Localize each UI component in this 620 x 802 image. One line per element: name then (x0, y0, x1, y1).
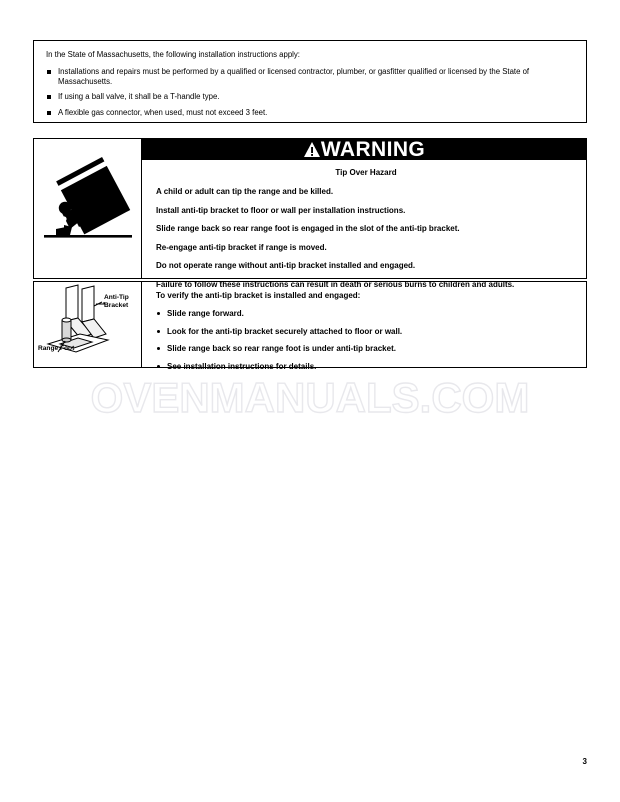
list-item (46, 67, 574, 87)
verify-anti-tip-bracket-box (33, 281, 587, 371)
page-number: 3 (582, 757, 587, 766)
list-item (46, 108, 574, 118)
list-item (156, 344, 576, 354)
warning-line: Re-engage anti-tip bracket if range is moved. (156, 242, 327, 252)
list-item (46, 92, 574, 102)
anti-tip-bracket-diagram-icon (34, 282, 142, 367)
site-watermark: OVENMANUALS.COM (90, 374, 530, 421)
anti-tip-bracket-label (104, 294, 129, 309)
square-bullet-icon (47, 70, 51, 74)
list-item-text: Installations and repairs must be performed by a qualified or licensed contractor, plumber, or gasfitter qualified or licensed by the State of Massachusetts. (58, 67, 530, 87)
square-bullet-icon (47, 95, 51, 99)
verify-content-column (142, 279, 586, 371)
range-foot-label: Range Foot (38, 345, 75, 352)
list-item-text: A flexible gas connector, when used, must not exceed 3 feet. (58, 107, 268, 117)
warning-header-bar (142, 139, 586, 160)
warning-body (142, 160, 586, 298)
list-item-text: Slide range back so rear range foot is under anti-tip bracket. (167, 344, 396, 353)
round-bullet-icon (157, 365, 160, 368)
warning-triangle-icon (303, 141, 321, 158)
list-item-text: If using a ball valve, it shall be a T-handle type. (58, 92, 220, 102)
list-item-text: Slide range forward. (167, 309, 244, 318)
warning-content-column (142, 138, 586, 289)
warning-line: Slide range back so rear range foot is engaged in the slot of the anti-tip bracket. (156, 224, 460, 233)
hazard-title: Tip Over Hazard (335, 168, 397, 177)
list-item (156, 362, 576, 372)
warning-line: Failure to follow these instructions can result in death or serious burns to children and adults. (156, 279, 515, 289)
verify-steps-list (156, 309, 576, 372)
warning-line: Do not operate range without anti-tip bracket installed and engaged. (156, 261, 416, 270)
tip-over-warning-box (33, 138, 587, 289)
warning-line: Install anti-tip bracket to floor or wall per installation instructions. (156, 205, 406, 215)
list-item (156, 309, 576, 319)
massachusetts-intro-text: In the State of Massachusetts, the following installation instructions apply: (46, 50, 300, 59)
warning-label: WARNING (320, 138, 426, 161)
list-item (156, 327, 576, 337)
anti-tip-bracket-label-line2: Bracket (104, 301, 129, 309)
massachusetts-list (46, 67, 574, 118)
warning-line: A child or adult can tip the range and be killed. (156, 187, 334, 196)
round-bullet-icon (157, 347, 160, 350)
list-item-text: Look for the anti-tip bracket securely attached to floor or wall. (167, 326, 403, 336)
square-bullet-icon (47, 111, 51, 115)
anti-tip-bracket-label-line1: Anti-Tip (104, 294, 129, 301)
round-bullet-icon (157, 312, 160, 315)
verify-heading: To verify the anti-tip bracket is installed and engaged: (156, 291, 361, 300)
range-tipping-over-child-icon (34, 139, 142, 278)
round-bullet-icon (157, 330, 160, 333)
massachusetts-instructions-box (33, 40, 587, 123)
list-item-text: See installation instructions for details. (167, 361, 317, 371)
